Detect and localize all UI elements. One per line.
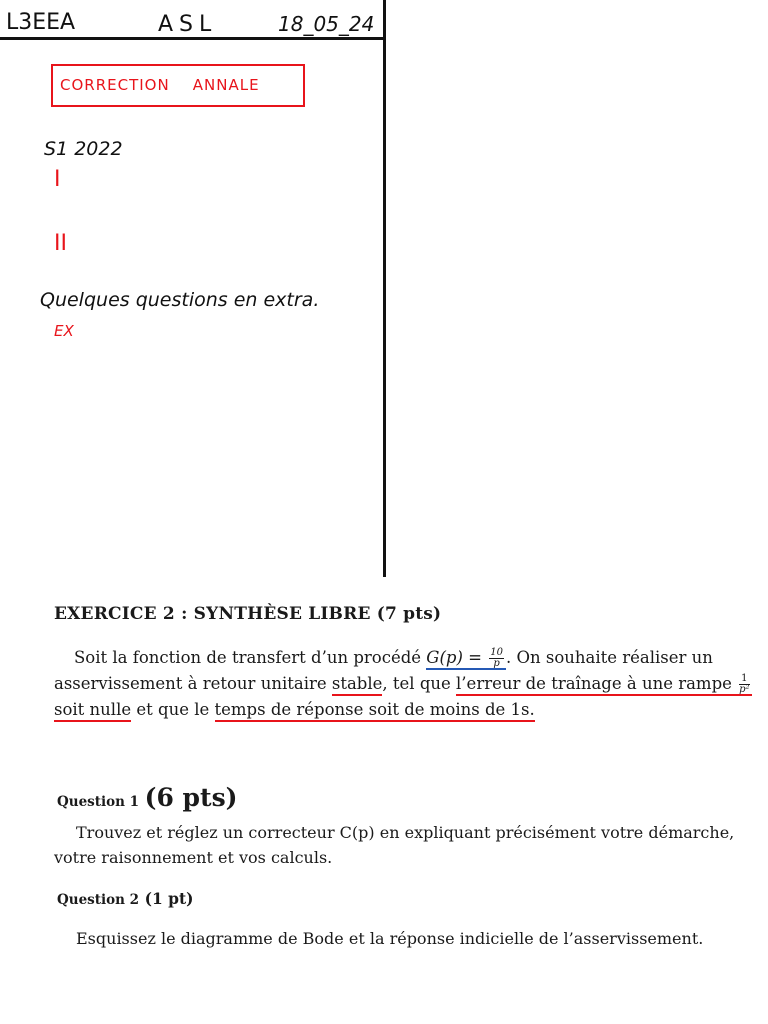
question-2-text	[54, 926, 724, 951]
ramp-denominator: p²	[739, 684, 750, 695]
statement-text: , tel que	[382, 674, 457, 693]
statement-line-1	[54, 645, 724, 671]
question-1-points: (6 pts)	[144, 783, 238, 812]
part-one-marker: I	[54, 167, 61, 192]
response-time-period: .	[529, 700, 535, 719]
extra-marker: EX	[54, 322, 74, 340]
question-1-label: Question 1	[57, 794, 140, 810]
response-time-highlight	[215, 700, 535, 722]
part-two-marker: II	[54, 231, 67, 256]
transfer-numerator: 10	[490, 647, 503, 658]
transfer-function-lhs: G(p) =	[426, 648, 488, 667]
statement-line-3	[54, 697, 724, 723]
question-1-line-2: votre raisonnement et vos calculs.	[54, 848, 333, 867]
question-1-heading	[57, 783, 237, 812]
ramp-fraction	[739, 674, 749, 695]
exercise-statement	[54, 645, 750, 723]
statement-text: Soit la fonction de transfert d’un procédé	[74, 648, 427, 667]
date-label: 18_05_24	[278, 12, 375, 36]
null-error-highlight: soit nulle	[54, 700, 131, 722]
question-2-line-1: Esquissez le diagramme de Bode et la réponse indicielle de l’asservissement.	[76, 929, 704, 948]
class-label: L3EEA	[6, 10, 76, 35]
statement-text: asservissement à retour unitaire	[54, 674, 332, 693]
statement-text: et que le	[131, 700, 215, 719]
question-2-points: (1 pt)	[144, 889, 194, 908]
question-2-heading	[57, 889, 193, 908]
session-label: S1 2022	[44, 138, 123, 160]
correction-heading: CORRECTION ANNALE	[60, 76, 260, 94]
ramp-error-highlight	[456, 674, 752, 696]
question-1-line-1: Trouvez et réglez un correcteur C(p) en expliquant précisément votre démarche,	[76, 823, 735, 842]
question-2-label: Question 2	[57, 892, 140, 908]
course-label: ASL	[158, 12, 218, 37]
question-1-text	[54, 820, 735, 870]
transfer-fraction	[489, 648, 504, 669]
response-time-text: temps de réponse soit de moins de 1s	[214, 700, 530, 719]
stable-highlight: stable	[332, 674, 383, 696]
margin-rule	[383, 0, 386, 577]
extra-questions-note: Quelques questions en extra.	[40, 289, 320, 311]
header-rule	[0, 37, 386, 40]
statement-text: . On souhaite réaliser un	[505, 648, 713, 667]
exercise-title: EXERCICE 2 : SYNTHÈSE LIBRE (7 pts)	[54, 604, 442, 624]
transfer-denominator: p	[493, 658, 500, 669]
ramp-error-text: l’erreur de traînage à une rampe	[456, 674, 738, 693]
transfer-function	[426, 648, 506, 670]
ramp-numerator: 1	[739, 674, 749, 685]
statement-line-2	[54, 671, 750, 697]
